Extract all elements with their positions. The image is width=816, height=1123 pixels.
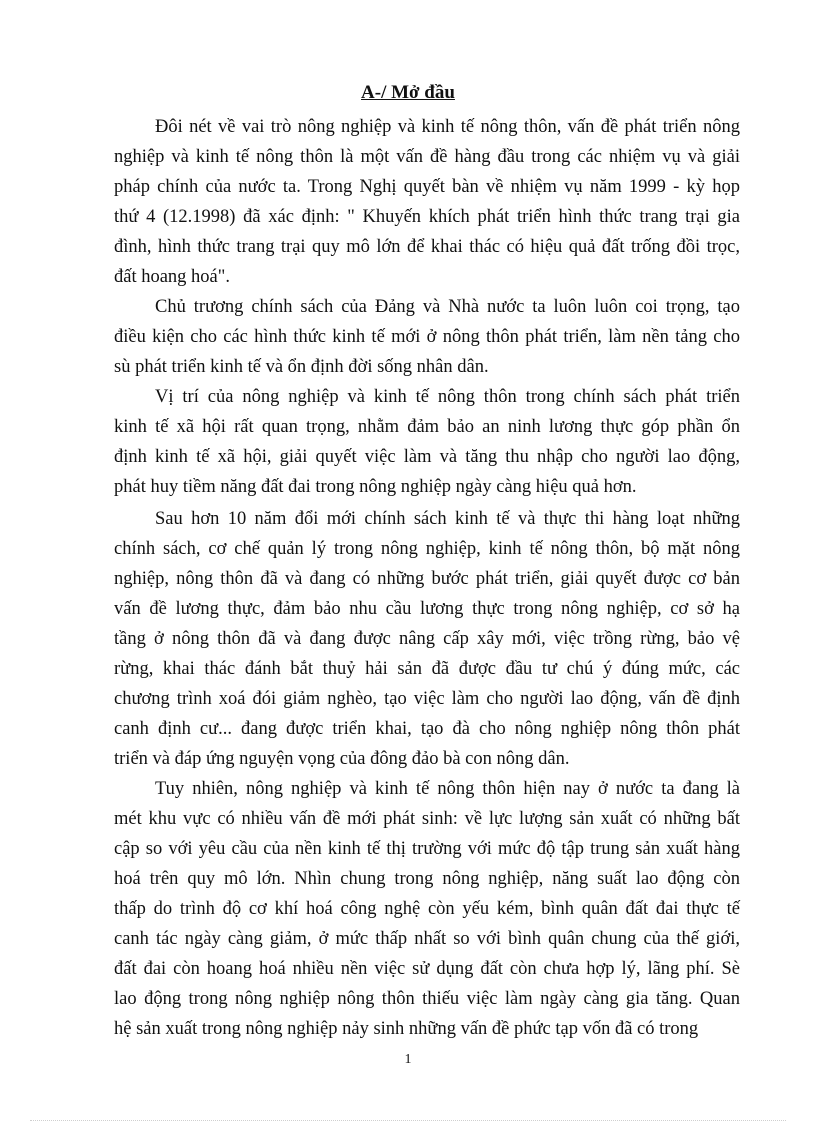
text-line: đất hoang hoá". xyxy=(114,267,230,287)
text-line: lao động trong nông nghiệp nông thôn thiếu việc làm ngày càng gia tăng. Quan xyxy=(114,989,740,1009)
text-line: phát huy tiềm năng đất đai trong nông nghiệp ngày càng hiệu quả hơn. xyxy=(114,477,637,497)
text-line: mét khu vực có nhiều vấn đề mới phát sinh: về lực lượng sản xuất có những bất xyxy=(114,809,740,829)
text-line: Chủ trương chính sách của Đảng và Nhà nước ta luôn luôn coi trọng, tạo xyxy=(155,297,740,317)
text-line: thấp do trình độ cơ khí hoá công nghệ còn yếu kém, bình quân đất đai thực tế xyxy=(114,899,740,919)
text-line: Sau hơn 10 năm đổi mới chính sách kinh tế và thực thi hàng loạt những xyxy=(155,509,740,529)
text-line: vấn đề lương thực, đảm bảo nhu cầu lương thực trong nông nghiệp, cơ sở hạ xyxy=(114,599,740,619)
text-line: sù phát triển kinh tế và ổn định đời sống nhân dân. xyxy=(114,357,489,377)
text-line: nghiệp, nông thôn đã và đang có những bước phát triển, giải quyết được cơ bản xyxy=(114,569,740,589)
text-line: chương trình xoá đói giảm nghèo, tạo việc làm cho người lao động, vấn đề định xyxy=(114,689,740,709)
text-line: tầng ở nông thôn đã và đang được nâng cấp xây mới, việc trồng rừng, bảo vệ xyxy=(114,629,740,649)
text-line: nghiệp và kinh tế nông thôn là một vấn đề hàng đầu trong các nhiệm vụ và giải xyxy=(114,147,740,167)
text-line: đình, hình thức trang trại quy mô lớn để khai thác có hiệu quả đất trống đồi trọc, xyxy=(114,237,740,257)
text-line: canh tác ngày càng giảm, ở mức thấp nhất so với bình quân chung của thế giới, xyxy=(114,929,740,949)
text-line: Đôi nét về vai trò nông nghiệp và kinh tế nông thôn, vấn đề phát triển nông xyxy=(155,117,740,137)
text-line: chính sách, cơ chế quản lý trong nông nghiệp, kinh tế nông thôn, bộ mặt nông xyxy=(114,539,740,559)
section-title: A-/ Mở đầu xyxy=(361,82,455,103)
text-line: Tuy nhiên, nông nghiệp và kinh tế nông thôn hiện nay ở nước ta đang là xyxy=(155,779,740,799)
text-line: canh định cư... đang được triển khai, tạo đà cho nông nghiệp nông thôn phát xyxy=(114,719,740,739)
text-line: triển và đáp ứng nguyện vọng của đông đảo bà con nông dân. xyxy=(114,749,570,769)
text-line: Vị trí của nông nghiệp và kinh tế nông thôn trong chính sách phát triển xyxy=(155,387,740,407)
text-line: thứ 4 (12.1998) đã xác định: " Khuyến khích phát triển hình thức trang trại gia xyxy=(114,207,740,227)
text-line: hệ sản xuất trong nông nghiệp nảy sinh những vấn đề phức tạp vốn đã có trong xyxy=(114,1019,699,1039)
page-number: 1 xyxy=(404,1052,412,1067)
text-line: điều kiện cho các hình thức kinh tế mới ở nông thôn phát triển, làm nền tảng cho xyxy=(114,327,740,347)
page-bottom-divider xyxy=(30,1120,786,1121)
text-line: rừng, khai thác đánh bắt thuỷ hải sản đã được đầu tư chú ý đúng mức, các xyxy=(114,659,740,679)
text-line: cập so với yêu cầu của nền kinh tế thị trường với mức độ tập trung sản xuất hàng xyxy=(114,839,740,859)
text-line: định kinh tế xã hội, giải quyết việc làm và tăng thu nhập cho người lao động, xyxy=(114,447,740,467)
text-line: pháp chính của nước ta. Trong Nghị quyết bàn về nhiệm vụ năm 1999 - kỳ họp xyxy=(114,177,740,197)
text-line: đất đai còn hoang hoá nhiều nền việc sử dụng đất còn chưa hợp lý, lãng phí. Sè xyxy=(114,959,740,979)
text-line: kinh tế xã hội rất quan trọng, nhằm đảm bảo an ninh lương thực góp phần ổn xyxy=(114,417,740,437)
text-line: hoá trên quy mô lớn. Nhìn chung trong nông nghiệp, năng suất lao động còn xyxy=(114,869,740,889)
